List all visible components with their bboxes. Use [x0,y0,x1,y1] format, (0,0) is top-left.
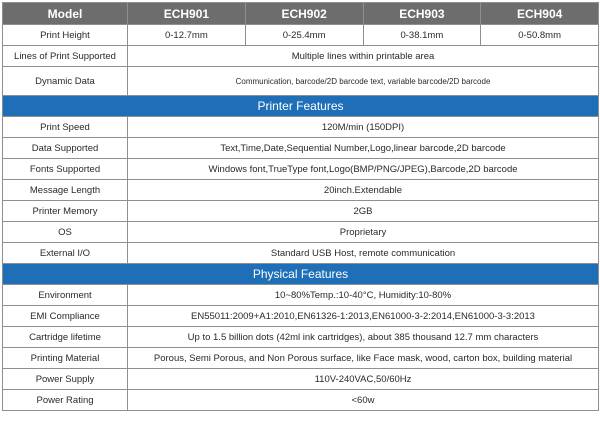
power-rating-label: Power Rating [3,390,128,411]
external-io-value: Standard USB Host, remote communication [128,243,599,264]
print-speed-value: 120M/min (150DPI) [128,117,599,138]
header-row [3,3,599,25]
print-height-row [3,25,599,46]
model-ech901: ECH901 [128,3,246,25]
printing-material-row [3,348,599,369]
dynamic-data-row [3,67,599,96]
power-rating-row [3,390,599,411]
printer-features-title: Printer Features [3,96,599,117]
model-ech904: ECH904 [481,3,599,25]
fonts-supported-value: Windows font,TrueType font,Logo(BMP/PNG/JPEG),Barcode,2D barcode [128,159,599,180]
cartridge-lifetime-row [3,327,599,348]
physical-features-title: Physical Features [3,264,599,285]
external-io-label: External I/O [3,243,128,264]
printer-memory-value: 2GB [128,201,599,222]
emi-compliance-row [3,306,599,327]
os-row [3,222,599,243]
fonts-supported-label: Fonts Supported [3,159,128,180]
lines-supported-label: Lines of Print Supported [3,46,128,67]
message-length-value: 20inch.Extendable [128,180,599,201]
model-ech902: ECH902 [245,3,363,25]
print-speed-label: Print Speed [3,117,128,138]
emi-compliance-label: EMI Compliance [3,306,128,327]
model-ech903: ECH903 [363,3,481,25]
os-value: Proprietary [128,222,599,243]
environment-label: Environment [3,285,128,306]
print-speed-row [3,117,599,138]
spec-table [2,2,599,411]
printer-features-section [3,96,599,117]
print-height-ech903: 0-38.1mm [363,25,481,46]
external-io-row [3,243,599,264]
message-length-row [3,180,599,201]
power-supply-row [3,369,599,390]
print-height-ech904: 0-50.8mm [481,25,599,46]
lines-supported-row [3,46,599,67]
data-supported-label: Data Supported [3,138,128,159]
environment-value: 10~80%Temp.:10-40°C, Humidity:10-80% [128,285,599,306]
print-height-label: Print Height [3,25,128,46]
lines-supported-value: Multiple lines within printable area [128,46,599,67]
print-height-ech901: 0-12.7mm [128,25,246,46]
environment-row [3,285,599,306]
message-length-label: Message Length [3,180,128,201]
data-supported-value: Text,Time,Date,Sequential Number,Logo,linear barcode,2D barcode [128,138,599,159]
printer-memory-label: Printer Memory [3,201,128,222]
emi-compliance-value: EN55011:2009+A1:2010,EN61326-1:2013,EN61000-3-2:2014,EN61000-3-3:2013 [128,306,599,327]
power-supply-label: Power Supply [3,369,128,390]
data-supported-row [3,138,599,159]
print-height-ech902: 0-25.4mm [245,25,363,46]
cartridge-lifetime-value: Up to 1.5 billion dots (42ml ink cartridges), about 385 thousand 12.7 mm characters [128,327,599,348]
os-label: OS [3,222,128,243]
power-rating-value: <60w [128,390,599,411]
printer-memory-row [3,201,599,222]
physical-features-section [3,264,599,285]
dynamic-data-label: Dynamic Data [3,67,128,96]
dynamic-data-value: Communication, barcode/2D barcode text, variable barcode/2D barcode [128,67,599,96]
power-supply-value: 110V-240VAC,50/60Hz [128,369,599,390]
model-header: Model [3,3,128,25]
printing-material-value: Porous, Semi Porous, and Non Porous surface, like Face mask, wood, carton box, building material [128,348,599,369]
printing-material-label: Printing Material [3,348,128,369]
cartridge-lifetime-label: Cartridge lifetime [3,327,128,348]
fonts-supported-row [3,159,599,180]
